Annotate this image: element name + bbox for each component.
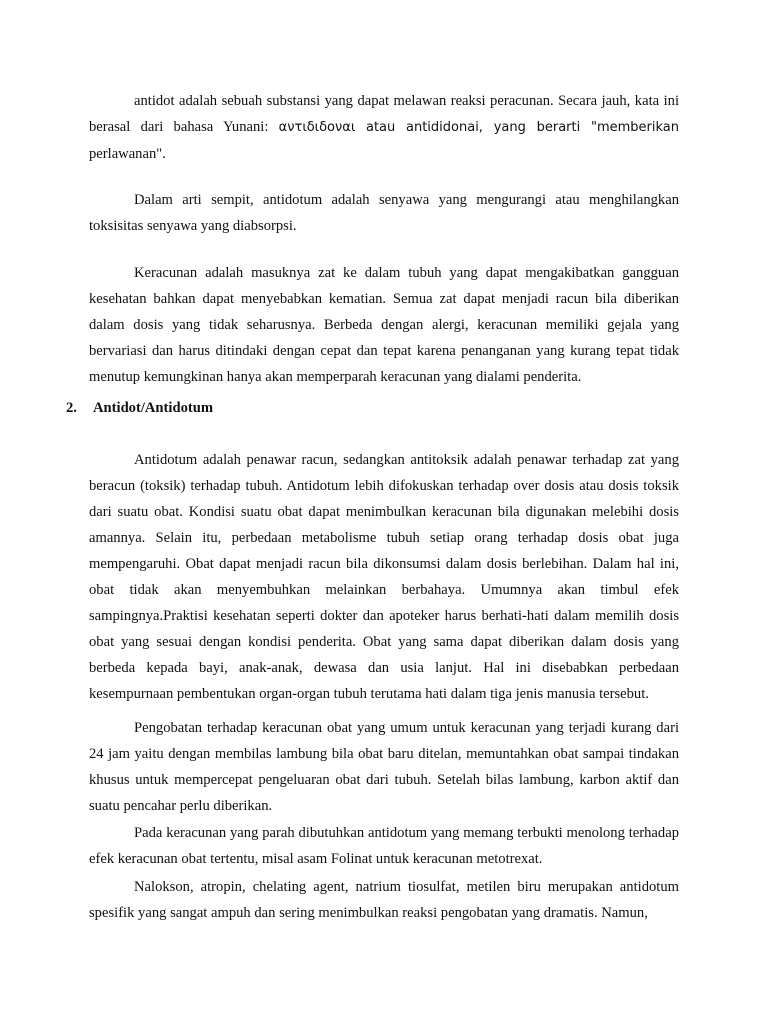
paragraph-antidot-text: antidot adalah sebuah substansi yang dapat melawan reaksi peracunan. Secara jauh, kata ini berasal dari bahasa Yunani: <box>89 93 679 135</box>
paragraph-antidot-end: perlawanan". <box>89 146 166 162</box>
greek-term: αντιδιδοναι atau antididonai, yang berarti "memberikan <box>278 120 679 135</box>
paragraph-pengobatan: Pengobatan terhadap keracunan obat yang umum untuk keracunan yang terjadi kurang dari 24 jam yaitu dengan membilas lambung bila obat baru ditelan, memuntahkan obat sampai tindakan khusus untuk mempercepat pengeluaran obat dari tubuh. Setelah bilas lambung, karbon aktif dan suatu pencahar perlu diberikan. <box>89 720 679 814</box>
paragraph-antidotum-definition: Antidotum adalah penawar racun, sedangkan antitoksik adalah penawar terhadap zat yang beracun (toksik) terhadap tubuh. Antidotum lebih difokuskan terhadap over dosis atau dosis toksik dari suatu obat. Kondisi suatu obat dapat menimbulkan keracunan bila digunakan melebihi dosis amannya. Selain itu, perbedaan metabolisme tubuh setiap orang terhadap dosis obat juga mempengaruhi. Obat dapat menjadi racun bila dikonsumsi dalam dosis berlebihan. Dalam hal ini, obat tidak akan menyembuhkan melainkan berbahaya. Umumnya akan timbul efek sampingnya.Praktisi kesehatan seperti dokter dan apoteker harus berhati-hati dalam memilih dosis obat yang sesuai dengan kondisi penderita. Obat yang sama dapat diberikan dalam dosis yang berbeda kepada bayi, anak-anak, dewasa dan usia lanjut. Hal ini disebabkan perbedaan kesempurnaan pembentukan organ-organ tubuh terutama hati dalam tiga jenis manusia tersebut. <box>89 452 679 702</box>
section-number: 2. <box>66 400 77 416</box>
section-title: Antidot/Antidotum <box>93 400 214 416</box>
section-heading <box>66 395 213 421</box>
paragraph-narrow-meaning: Dalam arti sempit, antidotum adalah senyawa yang mengurangi atau menghilangkan toksisitas senyawa yang diabsorpsi. <box>89 192 679 234</box>
paragraph-antidot-definition <box>89 88 679 167</box>
paragraph-keracunan-parah: Pada keracunan yang parah dibutuhkan antidotum yang memang terbukti menolong terhadap efek keracunan obat tertentu, misal asam Folinat untuk keracunan metotrexat. <box>89 825 679 867</box>
paragraph-keracunan: Keracunan adalah masuknya zat ke dalam tubuh yang dapat mengakibatkan gangguan kesehatan bahkan dapat menyebabkan kematian. Semua zat dapat menjadi racun bila diberikan dalam dosis yang tidak seharusnya. Berbeda dengan alergi, keracunan memiliki gejala yang bervariasi dan harus ditindaki dengan cepat dan tepat karena penanganan yang kurang tepat tidak menutup kemungkinan hanya akan memperparah keracunan yang dialami penderita. <box>89 265 679 385</box>
paragraph-nalokson: Nalokson, atropin, chelating agent, natrium tiosulfat, metilen biru merupakan antidotum spesifik yang sangat ampuh dan sering menimbulkan reaksi pengobatan yang dramatis. Namun, <box>89 879 679 921</box>
